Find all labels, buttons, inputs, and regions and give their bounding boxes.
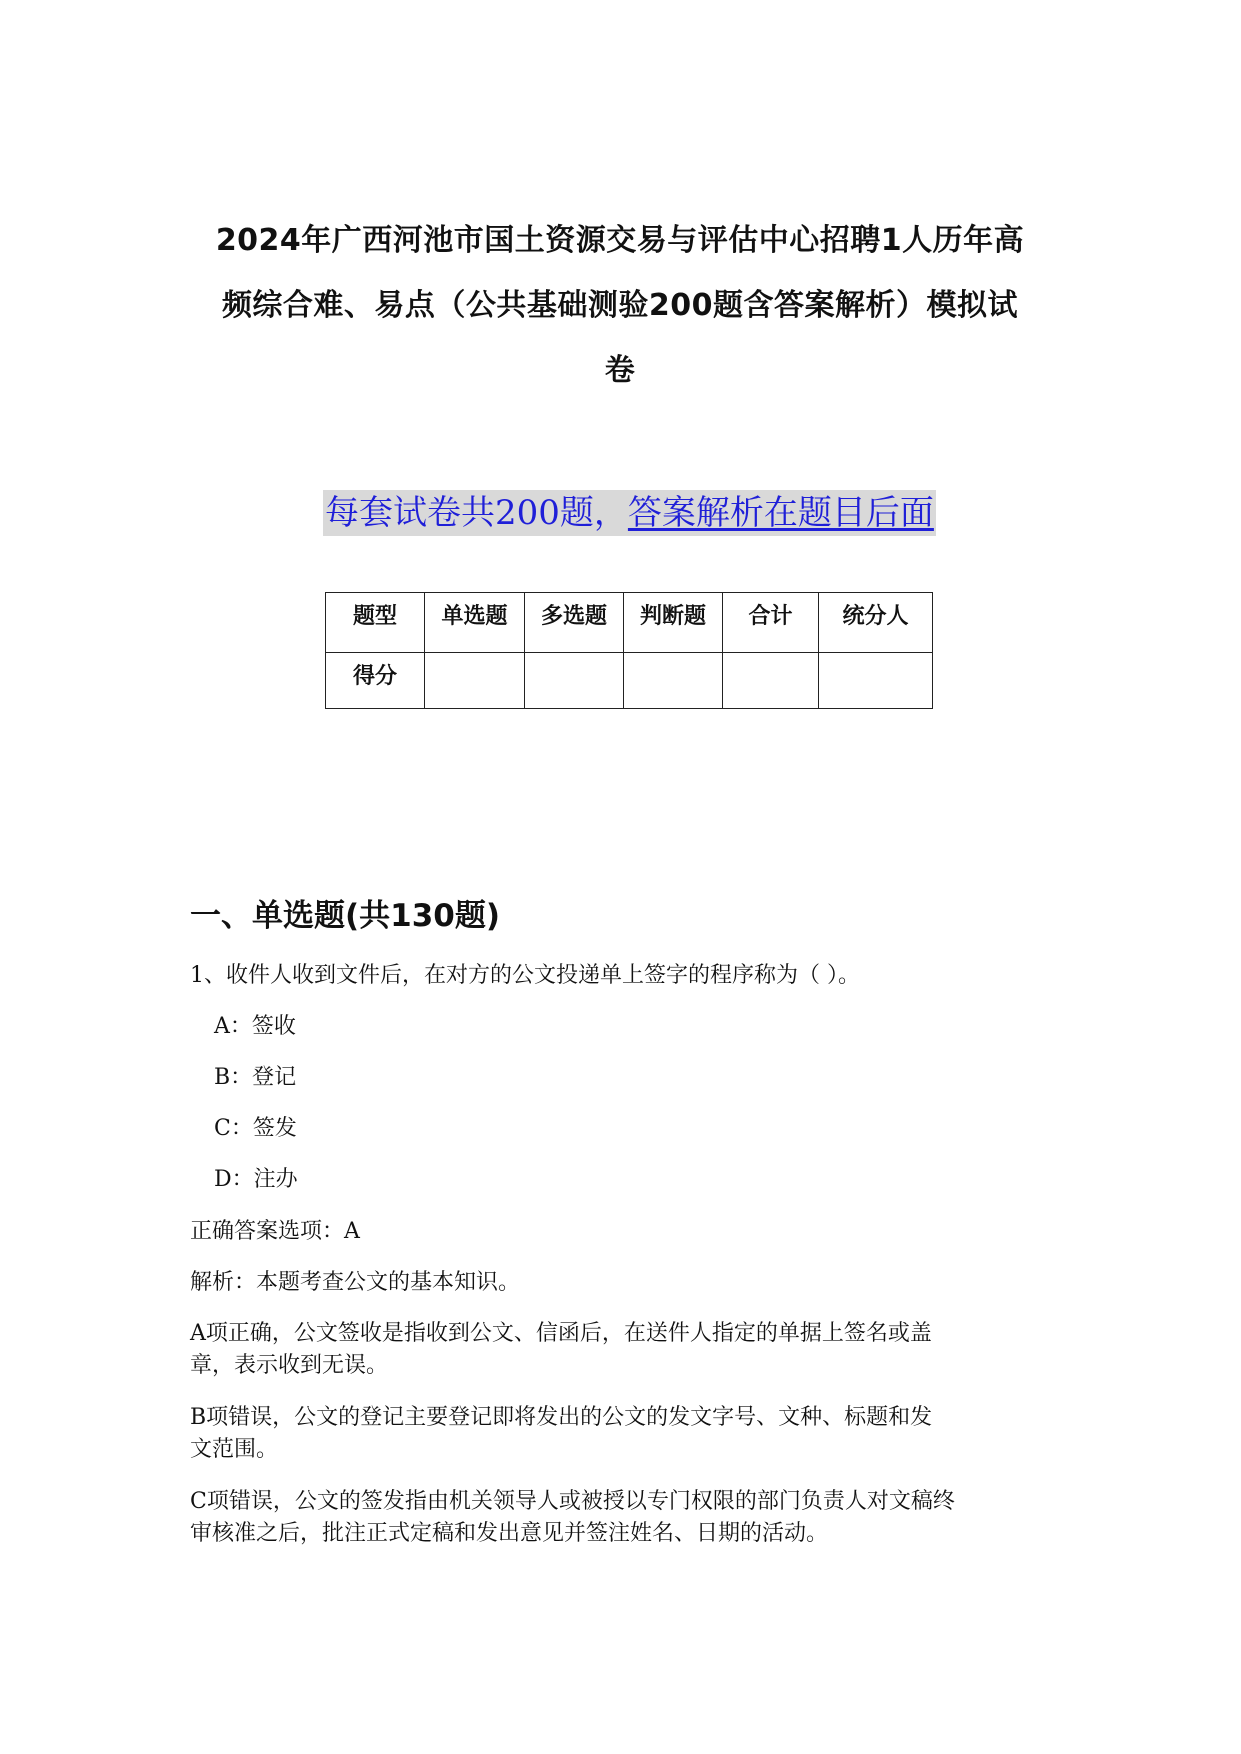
- explanation-line: B项错误，公文的登记主要登记即将发出的公文的发文字号、文种、标题和发: [190, 1405, 933, 1430]
- score-cell[interactable]: [723, 653, 819, 709]
- correct-answer: 正确答案选项：A: [190, 1219, 360, 1244]
- explanation-line: A项正确，公文签收是指收到公文、信函后，在送件人指定的单据上签名或盖: [190, 1321, 932, 1346]
- option-d: D：注办: [214, 1167, 298, 1192]
- score-table: [325, 592, 933, 709]
- explanation-line: 章，表示收到无误。: [190, 1353, 389, 1378]
- score-header-cell: 单选题: [425, 593, 525, 653]
- option-a: A：签收: [214, 1014, 296, 1039]
- banner-link[interactable]: 答案解析在题目后面: [627, 493, 934, 533]
- analysis-intro: 解析：本题考查公文的基本知识。: [190, 1270, 521, 1295]
- explanation-line: 文范围。: [190, 1437, 279, 1462]
- score-cell[interactable]: [819, 653, 933, 709]
- score-header-cell: 多选题: [525, 593, 624, 653]
- explanation-line: 审核准之后，批注正式定稿和发出意见并签注姓名、日期的活动。: [190, 1521, 829, 1546]
- score-header-cell: 判断题: [624, 593, 723, 653]
- section-heading: 一、单选题(共130题): [190, 898, 501, 934]
- exam-banner: [323, 490, 936, 536]
- title-line-1: 2024年广西河池市国土资源交易与评估中心招聘1人历年高: [215, 223, 1025, 258]
- score-table-header-row: [326, 593, 933, 653]
- score-header-cell: 合计: [723, 593, 819, 653]
- explanation-b: [190, 1402, 1060, 1466]
- score-cell[interactable]: [624, 653, 723, 709]
- title-line-3: 卷: [604, 353, 636, 388]
- score-cell[interactable]: [525, 653, 624, 709]
- title-line-2: 频综合难、易点（公共基础测验200题含答案解析）模拟试: [221, 288, 1019, 323]
- option-b: B：登记: [214, 1065, 297, 1090]
- score-table-score-row: [326, 653, 933, 709]
- score-header-cell: 题型: [326, 593, 425, 653]
- document-title: [185, 208, 1055, 403]
- option-c: C：签发: [214, 1116, 297, 1141]
- score-cell[interactable]: [425, 653, 525, 709]
- score-header-cell: 统分人: [819, 593, 933, 653]
- explanation-line: C项错误，公文的签发指由机关领导人或被授以专门权限的部门负责人对文稿终: [190, 1489, 955, 1514]
- banner-prefix: 每套试卷共200题，: [325, 493, 628, 533]
- explanation-a: [190, 1318, 1060, 1382]
- score-row-label: 得分: [326, 653, 425, 709]
- question-text: 1、收件人收到文件后，在对方的公文投递单上签字的程序称为（ ）。: [190, 963, 860, 988]
- explanation-c: [190, 1486, 1060, 1550]
